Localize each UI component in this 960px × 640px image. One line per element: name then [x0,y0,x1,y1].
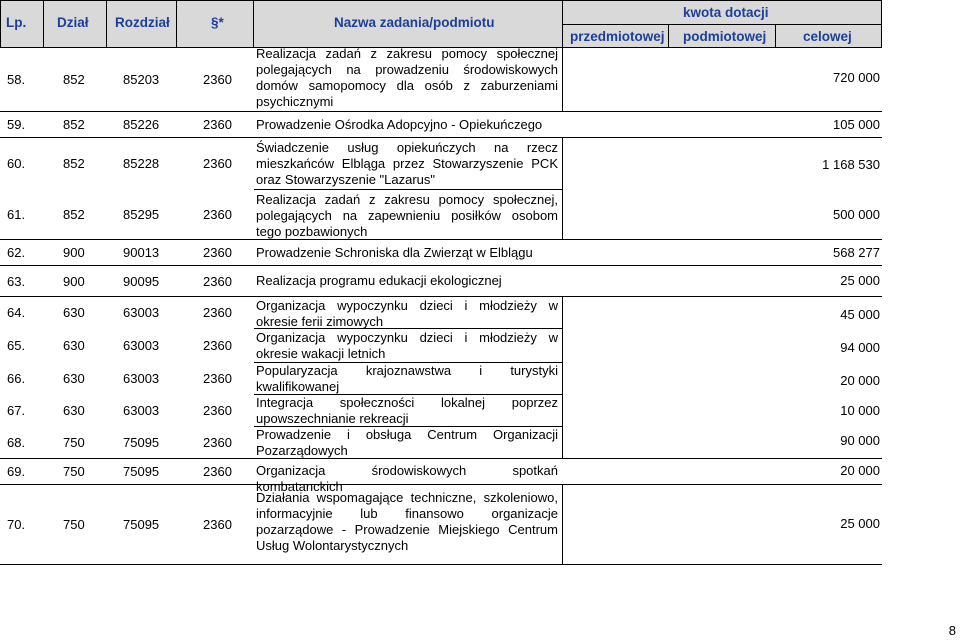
row-lp: 64. [7,305,26,320]
row-dzial: 750 [63,517,85,532]
row-lp: 63. [7,273,26,289]
row-lp: 58. [7,72,26,87]
header-nazwa: Nazwa zadania/podmiotu [334,15,495,30]
row-nazwa: Realizacja zadań z zakresu pomocy społecznej, polegających na zapewnieniu posiłków osobom tego pozbawionych [256,192,558,239]
row-kwota: 25 000 [840,273,880,288]
row-dzial: 630 [63,305,85,320]
page-number: 8 [948,623,956,638]
header-dzial: Dział [57,15,89,30]
row-rozdzial: 63003 [123,305,160,320]
row-lp: 59. [7,117,26,132]
row-nazwa: Prowadzenie i obsługa Centrum Organizacji Pozarządowych [256,427,558,458]
row-paragraf: 2360 [203,517,232,532]
header-rozdzial: Rozdział [115,15,170,30]
row-lp: 69. [7,464,26,479]
row-rozdzial: 75095 [123,517,160,532]
row-nazwa: Integracja społeczności lokalnej poprzez upowszechnianie rekreacji [256,395,558,426]
row-dzial: 852 [63,72,85,87]
row-paragraf: 2360 [203,156,232,171]
row-nazwa: Organizacja środowiskowych spotkań kombatanckich [256,463,558,494]
row-rozdzial: 85203 [123,72,160,87]
row-paragraf: 2360 [203,464,232,479]
row-dzial: 852 [63,117,85,132]
row-dzial: 900 [63,273,85,289]
row-dzial: 630 [63,371,85,386]
row-kwota: 90 000 [840,433,880,448]
row-kwota: 720 000 [833,70,880,85]
row-kwota: 1 168 530 [822,157,880,172]
row-nazwa: Organizacja wypoczynku dzieci i młodzieży w okresie ferii zimowych [256,298,558,329]
header-paragraf: §* [211,15,224,30]
row-dzial: 852 [63,156,85,171]
row-paragraf: 2360 [203,371,232,386]
row-lp: 66. [7,371,26,386]
row-paragraf: 2360 [203,245,232,260]
header-przedmiotowej: przedmiotowej [570,29,665,44]
row-paragraf: 2360 [203,435,232,450]
row-dzial: 630 [63,403,85,418]
row-rozdzial: 75095 [123,464,160,479]
row-rozdzial: 75095 [123,435,160,450]
header-celowej: celowej [803,29,852,44]
row-dzial: 750 [63,464,85,479]
row-kwota: 500 000 [833,207,880,222]
row-paragraf: 2360 [203,338,232,353]
row-dzial: 630 [63,338,85,353]
row-nazwa: Prowadzenie Schroniska dla Zwierząt w Elblągu [256,245,533,260]
row-rozdzial: 63003 [123,338,160,353]
row-rozdzial: 85295 [123,206,160,222]
row-lp: 67. [7,403,26,418]
row-paragraf: 2360 [203,72,232,87]
row-paragraf: 2360 [203,273,232,289]
row-rozdzial: 85226 [123,117,160,132]
row-lp: 70. [7,517,26,532]
row-paragraf: 2360 [203,305,232,320]
row-paragraf: 2360 [203,117,232,132]
header-kwota: kwota dotacji [683,5,769,20]
row-dzial: 900 [63,245,85,260]
row-lp: 61. [7,206,26,222]
row-rozdzial: 63003 [123,371,160,386]
row-rozdzial: 63003 [123,403,160,418]
header-lp: Lp. [6,15,27,30]
row-rozdzial: 90095 [123,273,160,289]
row-nazwa: Realizacja programu edukacji ekologicznej [256,273,502,288]
row-lp: 60. [7,156,26,171]
row-nazwa: Organizacja wypoczynku dzieci i młodzieży w okresie wakacji letnich [256,330,558,361]
row-kwota: 10 000 [840,403,880,418]
row-nazwa: Działania wspomagające techniczne, szkoleniowo, informacyjnie lub finansowo organizacje pozarządowe - Prowadzenie Miejskiego Centrum Usług Wolontarystycznych [256,490,558,553]
row-paragraf: 2360 [203,403,232,418]
row-kwota: 568 277 [833,245,880,260]
row-rozdzial: 85228 [123,156,160,171]
row-lp: 62. [7,245,26,260]
row-paragraf: 2360 [203,206,232,222]
header-podmiotowej: podmiotowej [683,29,767,44]
row-kwota: 20 000 [840,373,880,388]
row-dzial: 750 [63,435,85,450]
row-nazwa: Świadczenie usług opiekuńczych na rzecz mieszkańców Elbląga przez Stowarzyszenie PCK oraz Stowarzyszenie "Lazarus" [256,140,558,187]
row-kwota: 20 000 [840,463,880,478]
row-nazwa: Popularyzacja krajoznawstwa i turystyki kwalifikowanej [256,363,558,394]
row-kwota: 25 000 [840,516,880,531]
row-lp: 65. [7,338,26,353]
row-kwota: 105 000 [833,117,880,132]
row-lp: 68. [7,435,26,450]
row-kwota: 45 000 [840,307,880,322]
row-nazwa: Realizacja zadań z zakresu pomocy społecznej polegających na prowadzeniu środowiskowych domów samopomocy dla osób z zaburzeniami psychicznymi [256,46,558,109]
row-kwota: 94 000 [840,340,880,355]
row-dzial: 852 [63,206,85,222]
row-rozdzial: 90013 [123,245,160,260]
row-nazwa: Prowadzenie Ośrodka Adopcyjno - Opiekuńczego [256,117,543,132]
